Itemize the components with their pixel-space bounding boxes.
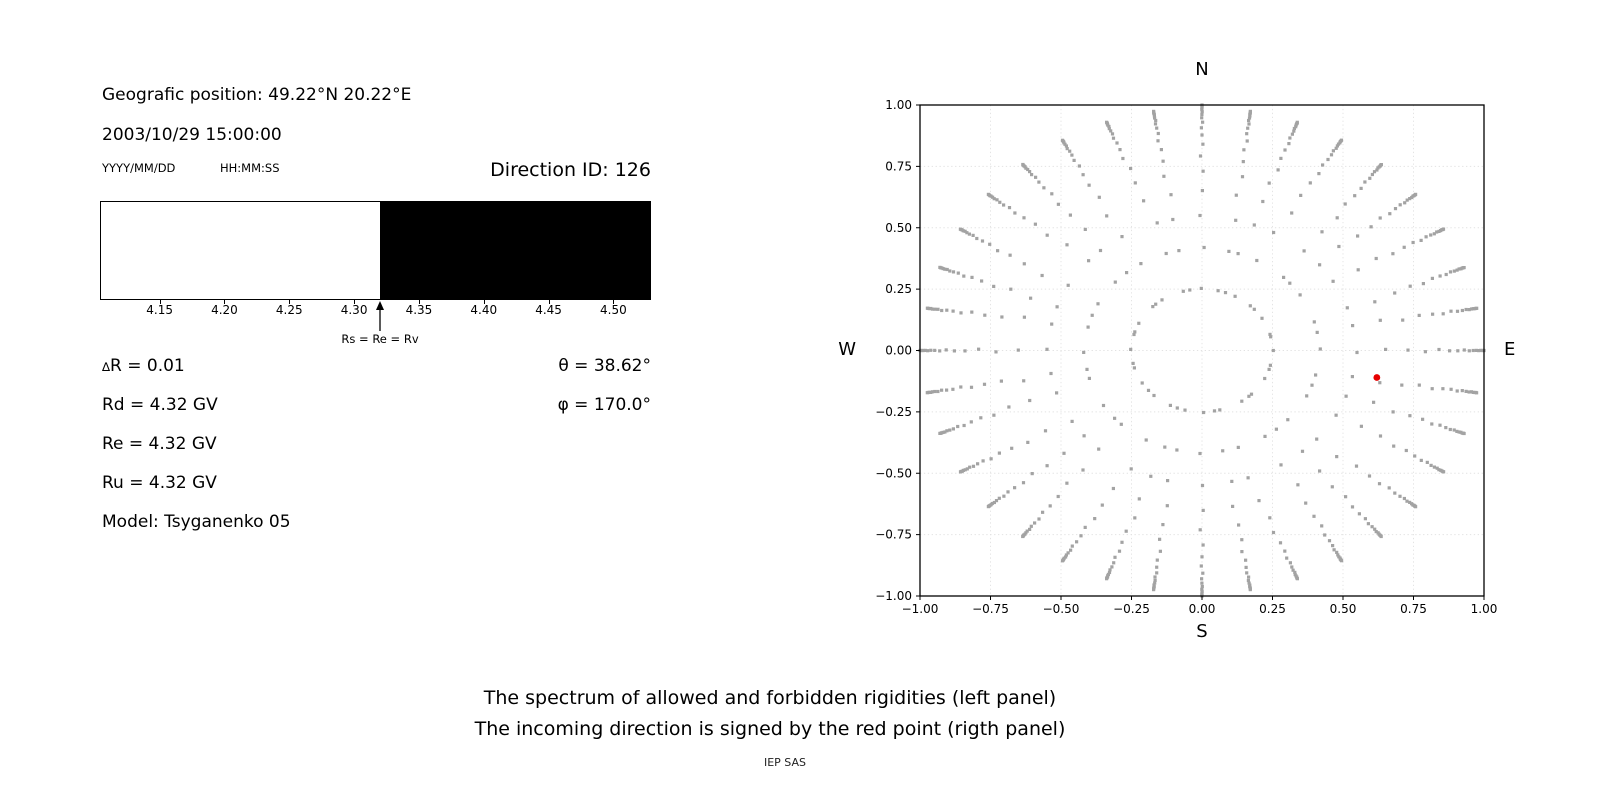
svg-text:0.75: 0.75	[1400, 602, 1427, 616]
param-delta-r-value: R = 0.01	[110, 356, 185, 376]
svg-text:1.00: 1.00	[885, 98, 912, 112]
svg-text:−0.50: −0.50	[1042, 602, 1080, 616]
svg-text:−0.75: −0.75	[875, 527, 912, 542]
param-re: Re = 4.32 GV	[102, 434, 217, 454]
time-format-label: HH:MM:SS	[220, 161, 280, 175]
cutoff-arrow-icon	[372, 300, 388, 334]
svg-text:−0.75: −0.75	[972, 602, 1009, 616]
svg-text:−0.50: −0.50	[875, 466, 912, 481]
axis-tick-labels	[875, 98, 1497, 616]
compass-east-label: E	[1504, 339, 1516, 360]
param-ru: Ru = 4.32 GV	[102, 473, 217, 493]
svg-text:−0.25: −0.25	[1113, 602, 1150, 616]
spectrum-tick-label: 4.40	[470, 303, 498, 317]
spectrum-tick-label: 4.25	[275, 303, 303, 317]
caption-line-1: The spectrum of allowed and forbidden rigidities (left panel)	[483, 687, 1057, 709]
incoming-direction-point	[1373, 374, 1380, 381]
geographic-position-label: Geografic position: 49.22°N 20.22°E	[102, 85, 412, 105]
compass-west-label: W	[838, 339, 856, 360]
svg-text:0.00: 0.00	[885, 343, 912, 358]
svg-text:0.75: 0.75	[885, 159, 912, 174]
credit-label: IEP SAS	[763, 756, 807, 769]
spectrum-tick-label: 4.45	[535, 303, 562, 317]
direction-plot	[830, 40, 1530, 655]
svg-text:0.50: 0.50	[1329, 602, 1357, 616]
date-format-label: YYYY/MM/DD	[102, 161, 176, 175]
rigidity-spectrum-bar	[100, 201, 651, 300]
svg-text:1.00: 1.00	[1470, 602, 1498, 616]
forbidden-region	[380, 201, 651, 300]
param-phi: φ = 170.0°	[557, 395, 651, 415]
spectrum-tick-label: 4.50	[600, 303, 627, 317]
compass-north-label: N	[1195, 59, 1209, 80]
svg-text:0.00: 0.00	[1188, 602, 1216, 616]
svg-text:0.25: 0.25	[885, 282, 912, 297]
cutoff-annotation: Rs = Re = Rv	[341, 332, 419, 346]
spectrum-tick-label: 4.15	[146, 303, 173, 317]
svg-text:0.50: 0.50	[885, 220, 912, 235]
svg-text:0.25: 0.25	[1259, 602, 1286, 616]
datetime-label: 2003/10/29 15:00:00	[102, 125, 282, 145]
svg-text:−0.25: −0.25	[875, 404, 912, 419]
caption-line-2: The incoming direction is signed by the red point (rigth panel)	[474, 718, 1066, 740]
param-theta: θ = 38.62°	[558, 356, 651, 376]
spectrum-tick-label: 4.30	[340, 303, 368, 317]
spectrum-tick-label: 4.35	[405, 303, 433, 317]
param-rd: Rd = 4.32 GV	[102, 395, 218, 415]
compass-south-label: S	[1196, 621, 1208, 642]
delta-symbol: ∆	[102, 360, 111, 374]
svg-text:−1.00: −1.00	[901, 602, 939, 616]
param-model: Model: Tsyganenko 05	[102, 512, 291, 532]
spectrum-tick-label: 4.20	[211, 303, 238, 317]
grid-lines	[920, 105, 1484, 596]
svg-text:−1.00: −1.00	[875, 589, 912, 603]
axis-ticks	[916, 105, 1484, 600]
direction-id-label: Direction ID: 126	[490, 159, 651, 181]
param-delta-r	[102, 357, 185, 377]
